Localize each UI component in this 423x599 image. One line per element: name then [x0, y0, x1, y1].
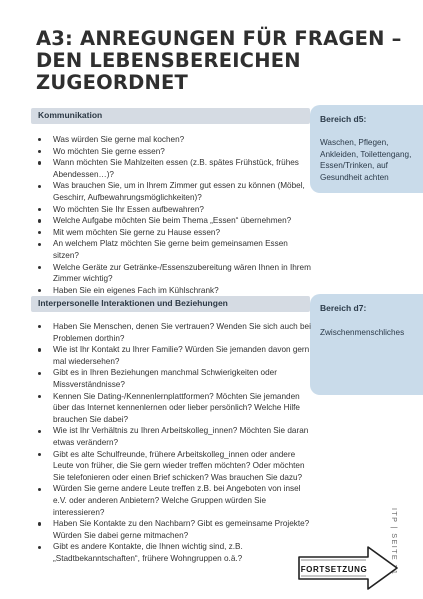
list-item: Wo möchten Sie Ihr Essen aufbewahren? [31, 204, 311, 216]
list-item: Haben Sie Menschen, denen Sie vertrauen? Wenden Sie sich auch bei Problemen dorthin? [31, 321, 311, 344]
list-item: Wo möchten Sie gerne essen? [31, 146, 311, 158]
side-box-text: Zwischenmenschliches [320, 328, 405, 337]
list-item: Welche Geräte zur Getränke-/Essenszubereitung wären Ihnen in Ihrem Zimmer wichtig? [31, 262, 311, 285]
list-item: Würden Sie gerne andere Leute treffen z.B. bei Angeboten von insel e.V. oder anderen Anbietern? Welche Gruppen würden Sie interessieren? [31, 483, 311, 518]
question-list-relationships [31, 321, 311, 564]
list-item: Haben Sie Kontakte zu den Nachbarn? Gibt es gemeinsame Projekte? Würden Sie dabei gerne mitmachen? [31, 518, 311, 541]
side-box-heading: Bereich d5: [320, 114, 367, 124]
list-item: Mit wem möchten Sie gerne zu Hause essen? [31, 227, 311, 239]
list-item: Gibt es alte Schulfreunde, frühere Arbeitskolleg_innen oder andere Leute von früher, die Sie gern wieder treffen möchten? Oder möchten Sie telefonieren oder einen Brief schicken? Was brauchen Sie dazu? [31, 449, 311, 484]
list-item: Was brauchen Sie, um in Ihrem Zimmer gut essen zu können (Möbel, Geschirr, Aufbewahrungsmöglichkeiten)? [31, 180, 311, 203]
page-number-vertical: ITP | SEITE 31 [390, 508, 399, 576]
side-box-d5 [310, 105, 423, 193]
side-box-d7 [310, 294, 423, 395]
question-list-communication [31, 134, 311, 296]
list-item: Haben Sie ein eigenes Fach im Kühlschrank? [31, 285, 311, 297]
arrow-label: FORTSETZUNG [300, 565, 368, 574]
section-heading: Kommunikation [38, 110, 103, 120]
list-item: Kennen Sie Dating-/Kennenlernplattformen? Möchten Sie jemanden über das Internet kennenlernen oder lieber persönlich? Welche Hilfe brauchen Sie dabei? [31, 391, 311, 426]
side-box-text: Waschen, Pflegen, Ankleiden, Toilettengang, Essen/Trinken, auf Gesundheit achten [320, 138, 412, 183]
section-heading-bar [31, 108, 310, 124]
section-heading: Interpersonelle Interaktionen und Beziehungen [38, 298, 228, 308]
list-item: Wann möchten Sie Mahlzeiten essen (z.B. spätes Frühstück, frühes Abendessen…)? [31, 157, 311, 180]
page-title: A3: ANREGUNGEN FÜR FRAGEN – DEN LEBENSBEREICHEN ZUGEORDNET [36, 27, 402, 94]
list-item: Was würden Sie gerne mal kochen? [31, 134, 311, 146]
list-item: Gibt es in Ihren Beziehungen manchmal Schwierigkeiten oder Missverständnisse? [31, 367, 311, 390]
list-item: Wie ist Ihr Kontakt zu Ihrer Familie? Würden Sie jemanden davon gern mal wiedersehen? [31, 344, 311, 367]
continue-arrow-icon [296, 544, 402, 592]
list-item: An welchem Platz möchten Sie gerne beim gemeinsamen Essen sitzen? [31, 238, 311, 261]
list-item: Wie ist Ihr Verhältnis zu Ihren Arbeitskolleg_innen? Möchten Sie daran etwas verändern? [31, 425, 311, 448]
side-box-heading: Bereich d7: [320, 303, 367, 313]
list-item: Gibt es andere Kontakte, die Ihnen wichtig sind, z.B. „Stadtbekanntschaften“, frühere Wohngruppen o.ä.? [31, 541, 311, 564]
list-item: Welche Aufgabe möchten Sie beim Thema „Essen“ übernehmen? [31, 215, 311, 227]
section-heading-bar [31, 296, 310, 312]
